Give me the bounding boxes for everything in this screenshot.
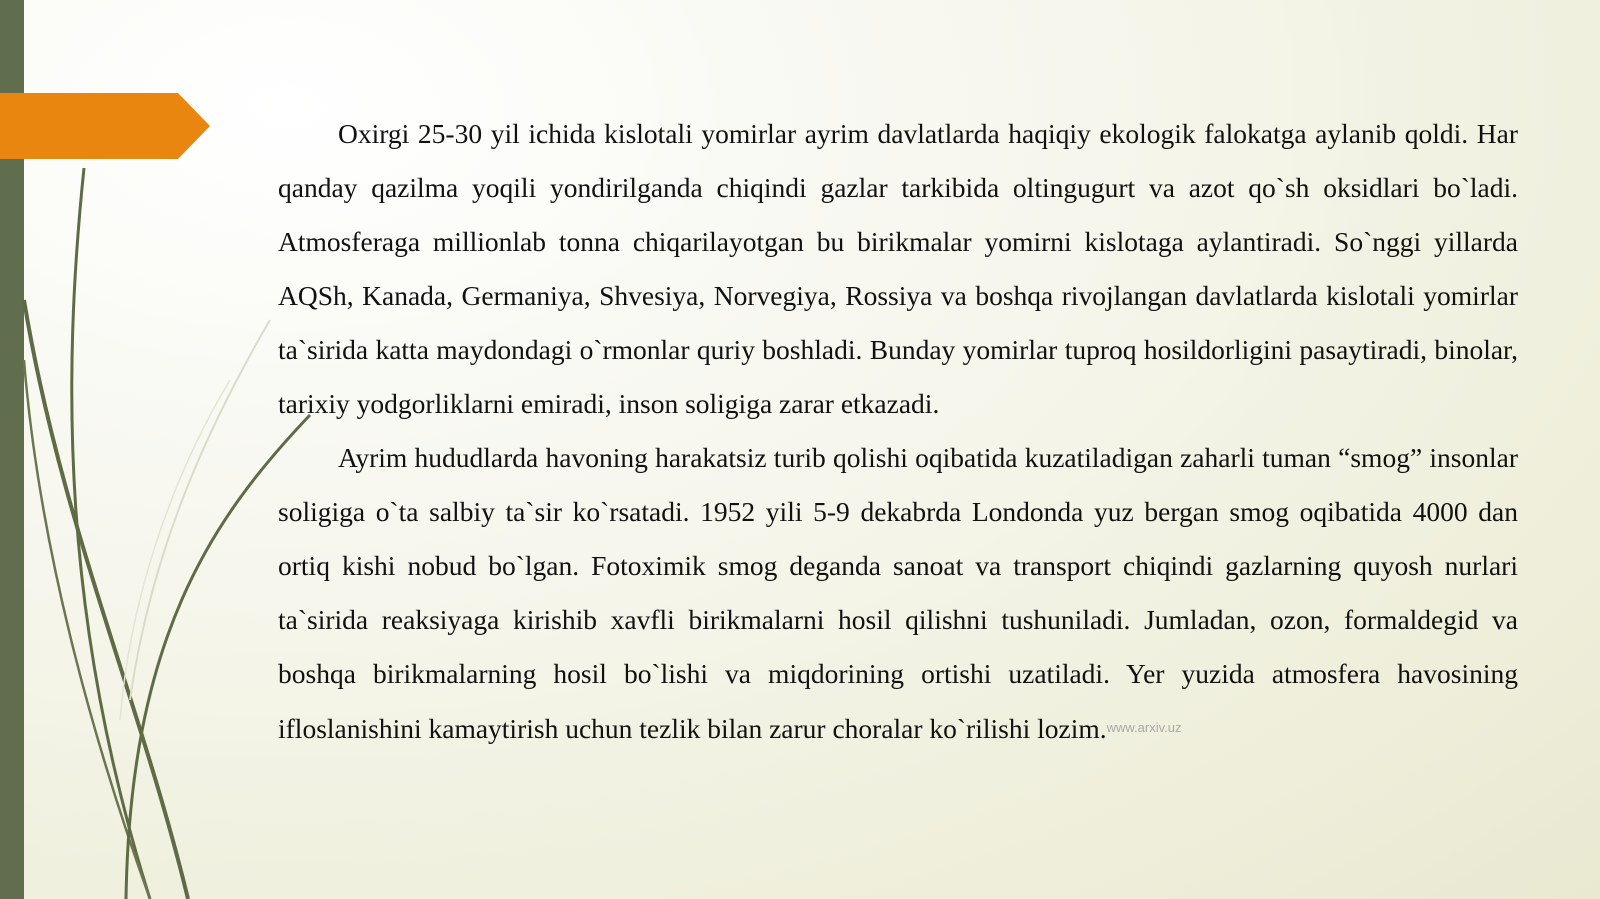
slide-body bbox=[278, 107, 1518, 756]
watermark-text: www.arxiv.uz bbox=[1106, 720, 1182, 735]
grass-stem-2 bbox=[24, 300, 188, 899]
paragraph-smog bbox=[278, 431, 1518, 756]
grass-stem-6 bbox=[120, 380, 230, 720]
paragraph-acid-rain: Oxirgi 25-30 yil ichida kislotali yomirlar ayrim davlatlarda haqiqiy ekologik falokatga aylanib qoldi. Har qanday qazilma yoqili yondirilganda chiqindi gazlar tarkibida oltingugurt va azot qo`sh oksidlari bo`ladi. Atmosferaga millionlab tonna chiqarilayotgan bu birikmalar yomirni kislotaga aylantiradi. So`nggi yillarda AQSh, Kanada, Germaniya, Shvesiya, Norvegiya, Rossiya va boshqa rivojlangan davlatlarda kislotali yomirlar ta`sirida katta maydondagi o`rmonlar quriy boshladi. Bunday yomirlar tuproq hosildorligini pasaytiradi, binolar, tarixiy yodgorliklarni emiradi, inson soligiga zarar etkazadi. bbox=[278, 118, 1518, 419]
orange-arrow-tab bbox=[0, 93, 210, 159]
grass-stem-1 bbox=[72, 168, 150, 899]
grass-stem-5 bbox=[130, 320, 270, 700]
paragraph-smog-text: Ayrim hududlarda havoning harakatsiz turib qolishi oqibatida kuzatiladigan zaharli tuman “smog” insonlar soligiga o`ta salbiy ta`sir ko`rsatadi. 1952 yili 5-9 dekabrda Londonda yuz bergan smog oqibatida 4000 dan ortiq kishi nobud bo`lgan. Fotoximik smog deganda sanoat va transport chiqindi gazlarning quyosh nurlari ta`sirida reaksiyaga kirishib xavfli birikmalarni hosil qilishni tushuniladi. Jumladan, ozon, formaldegid va boshqa birikmalarning hosil bo`lishi va miqdorining ortishi uzatiladi. Yer yuzida atmosfera havosining ifloslanishini kamaytirish uchun tezlik bilan zarur choralar ko`rilishi lozim. bbox=[278, 442, 1518, 744]
